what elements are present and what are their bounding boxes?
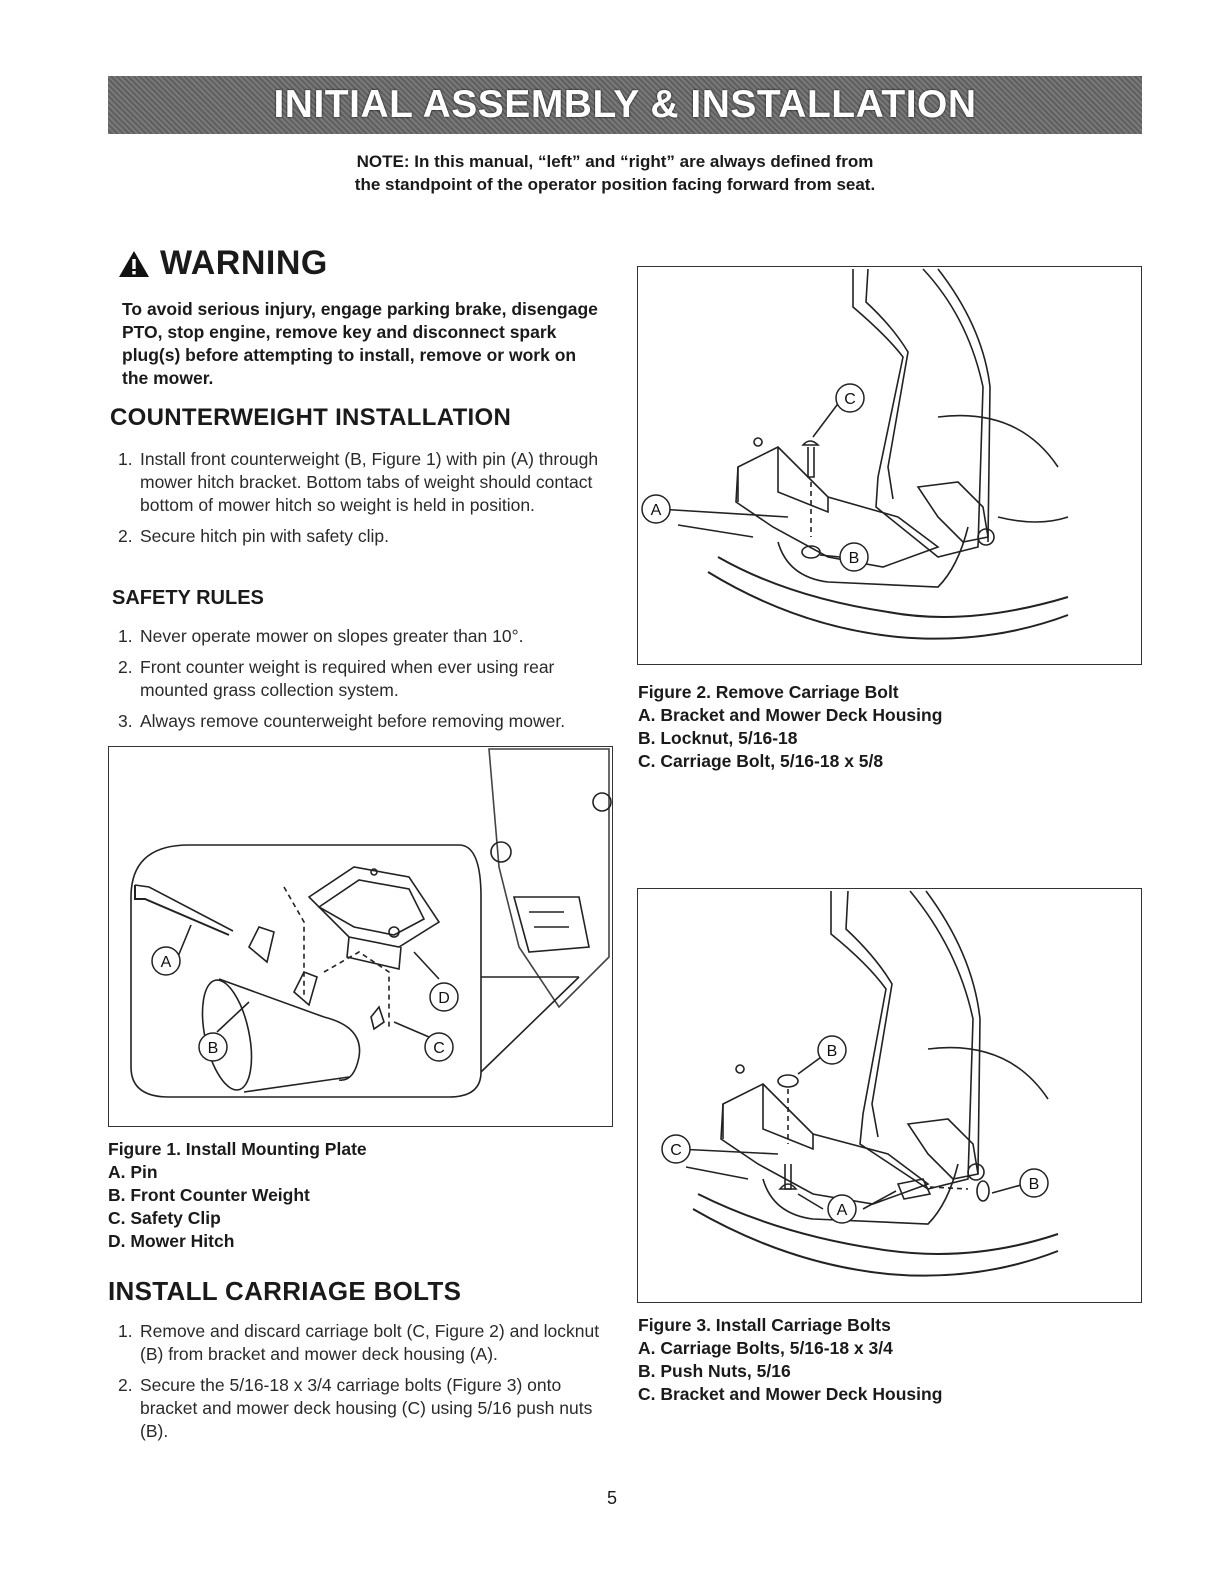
note-line-1: NOTE: In this manual, “left” and “right” are always defined from bbox=[356, 152, 874, 171]
figure-1-label-d: D bbox=[438, 990, 450, 1007]
figure-1-item: C. Safety Clip bbox=[108, 1208, 221, 1228]
figure-1-caption bbox=[108, 1138, 367, 1253]
figure-2-item: B. Locknut, 5/16-18 bbox=[638, 728, 798, 748]
carriage-step: 2. Secure the 5/16-18 x 3/4 carriage bolts (Figure 3) onto bracket and mower deck housing (C) using 5/16 push nuts (B). bbox=[118, 1375, 593, 1441]
figure-1-item: B. Front Counter Weight bbox=[108, 1185, 310, 1205]
figure-3-label-c: C bbox=[670, 1142, 682, 1159]
figure-2-label-c: C bbox=[844, 391, 856, 408]
figure-1-label-c: C bbox=[433, 1040, 445, 1057]
warning-heading bbox=[118, 244, 328, 283]
figure-3-item: A. Carriage Bolts, 5/16-18 x 3/4 bbox=[638, 1338, 893, 1358]
figure-1-label-b: B bbox=[207, 1040, 219, 1057]
figure-3-title: Figure 3. Install Carriage Bolts bbox=[638, 1315, 891, 1335]
figure-1-drawing bbox=[109, 747, 612, 1126]
figure-1-item: D. Mower Hitch bbox=[108, 1231, 235, 1251]
safety-rules-steps bbox=[118, 625, 613, 741]
note-line-2: the standpoint of the operator position facing forward from seat. bbox=[354, 175, 876, 194]
warning-text: To avoid serious injury, engage parking brake, disengage PTO, stop engine, remove key and disconnect spark plug(s) before attempting to install, remove or work on the mower. bbox=[122, 299, 598, 388]
figure-3-label-a: A bbox=[836, 1202, 848, 1219]
safety-rules-heading: SAFETY RULES bbox=[112, 587, 264, 609]
figure-1-title: Figure 1. Install Mounting Plate bbox=[108, 1139, 367, 1159]
figure-1-label-a: A bbox=[160, 954, 172, 971]
figure-2-item: C. Carriage Bolt, 5/16-18 x 5/8 bbox=[638, 751, 884, 771]
warning-icon bbox=[118, 250, 150, 278]
figure-1-item: A. Pin bbox=[108, 1162, 158, 1182]
figure-3-illustration bbox=[637, 888, 1142, 1303]
figure-2-item: A. Bracket and Mower Deck Housing bbox=[638, 705, 943, 725]
counterweight-heading: COUNTERWEIGHT INSTALLATION bbox=[110, 404, 512, 431]
figure-3-item: B. Push Nuts, 5/16 bbox=[638, 1361, 791, 1381]
counterweight-steps bbox=[118, 448, 608, 556]
figure-2-label-b: B bbox=[848, 550, 860, 567]
figure-2-label-a: A bbox=[650, 502, 662, 519]
figure-2-caption bbox=[638, 681, 942, 773]
safety-rule: 1. Never operate mower on slopes greater than 10°. bbox=[118, 626, 524, 646]
carriage-bolts-heading: INSTALL CARRIAGE BOLTS bbox=[108, 1276, 462, 1306]
figure-3-caption bbox=[638, 1314, 942, 1406]
figure-3-label-b-side: B bbox=[1028, 1176, 1040, 1193]
section-banner bbox=[108, 76, 1142, 134]
counterweight-step: 2. Secure hitch pin with safety clip. bbox=[118, 526, 390, 546]
figure-2-title: Figure 2. Remove Carriage Bolt bbox=[638, 682, 899, 702]
figure-2-drawing bbox=[638, 267, 1141, 664]
figure-1-illustration bbox=[108, 746, 613, 1127]
orientation-note bbox=[200, 150, 1030, 196]
safety-rule: 2. Front counter weight is required when ever using rear mounted grass collection system. bbox=[118, 657, 555, 700]
figure-2-illustration bbox=[637, 266, 1142, 665]
figure-3-label-b-top: B bbox=[826, 1043, 838, 1060]
page-number: 5 bbox=[606, 1488, 617, 1508]
figure-3-drawing bbox=[638, 889, 1141, 1302]
page-title: INITIAL ASSEMBLY & INSTALLATION bbox=[273, 83, 977, 126]
warning-title: WARNING bbox=[160, 244, 328, 282]
carriage-bolts-steps bbox=[118, 1320, 618, 1451]
figure-3-item: C. Bracket and Mower Deck Housing bbox=[638, 1384, 943, 1404]
counterweight-step: 1. Install front counterweight (B, Figure 1) with pin (A) through mower hitch bracket. Bottom tabs of weight should contact bottom of mower hitch so weight is held in position. bbox=[118, 449, 599, 515]
safety-rule: 3. Always remove counterweight before removing mower. bbox=[118, 711, 566, 731]
carriage-step: 1. Remove and discard carriage bolt (C, Figure 2) and locknut (B) from bracket and mower deck housing (A). bbox=[118, 1321, 600, 1364]
